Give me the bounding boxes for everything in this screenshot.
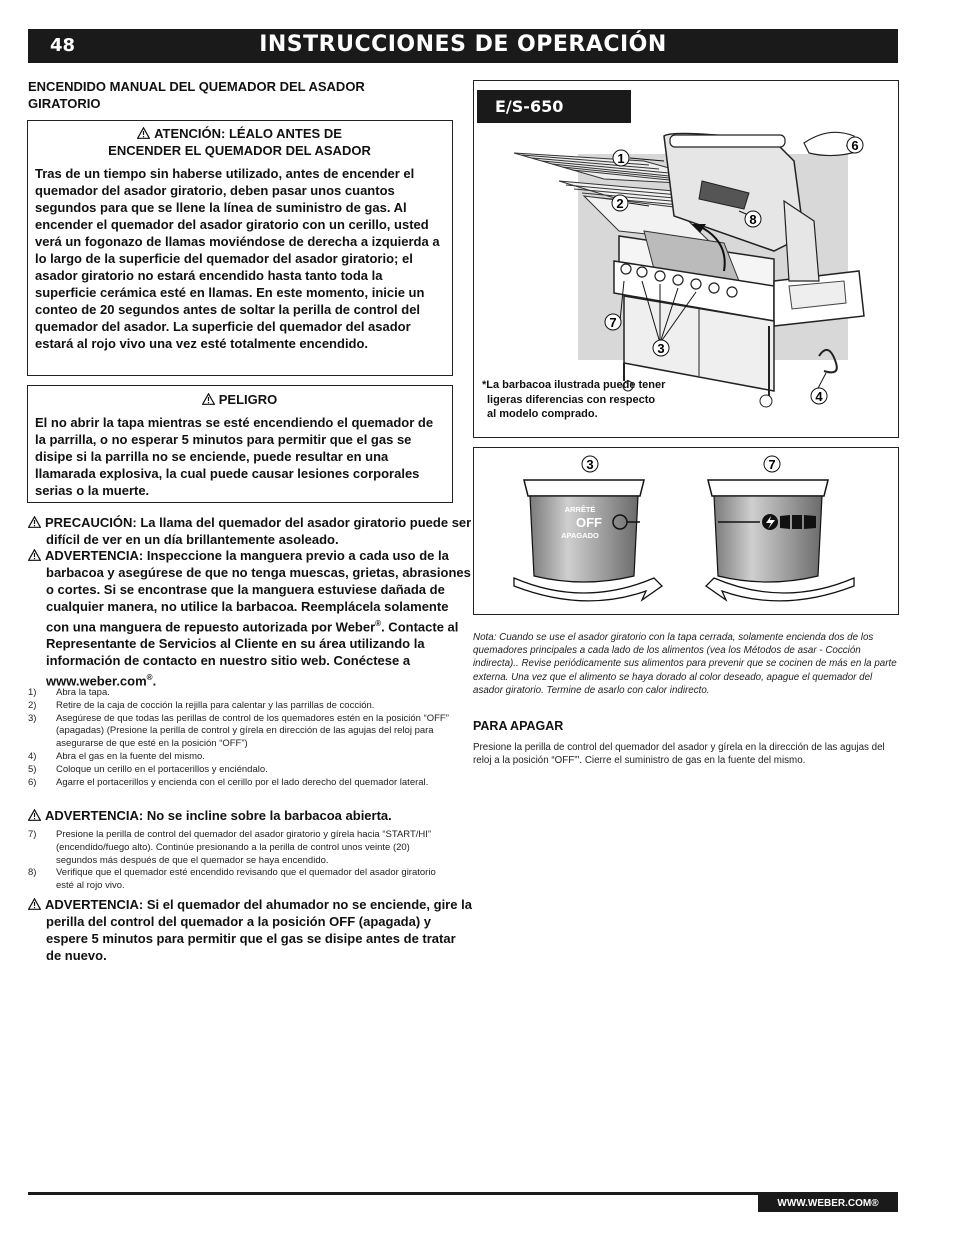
list-item: 4) Abra el gas en la fuente del mismo. [28,750,205,762]
steps-list-b [28,829,452,893]
warning-icon [28,516,41,528]
hose-warning: ADVERTENCIA: Inspeccione la manguera previo a cada uso de la barbacoa y asegúrese de que no tenga muescas, grietas, abrasiones o cortes. Si se encontrase que la manguera estuviese dañada de cualquier manera, no utilice la barbacoa. Reemplácela solamente con una manguera de repuesto autorizada por Weber®. Contacte al Representante de Servicios al Cliente en su área utilizando la información de contacto en nuestro sitio web. Conéctese a www.weber.com®. [28,547,472,690]
danger-title [35,391,444,408]
knob-callout-3: 3 [586,457,594,472]
caster-wheel [760,395,772,407]
page-number: 48 [50,35,76,56]
caution-note: PRECAUCIÓN: La llama del quemador del asador giratorio puede ser difícil de ver en un día brillantemente asoleado. [28,514,472,548]
steps-list-a [28,687,452,789]
list-item: 7) Presione la perilla de control del quemador del asador giratorio y gírela hacia “START/HI” (encendido/fuego alto). Continúe presionando a la perilla de control unos veinte (20) segundos más después de que el quemador se haya encendido. [28,829,432,866]
knob-callout-7: 7 [768,457,776,472]
attention-box [27,120,453,376]
lean-warning: ADVERTENCIA: No se incline sobre la barbacoa abierta. [28,807,472,824]
list-item: 6) Agarre el portacerillos y encienda con el cerillo por el lado derecho del quemador lateral. [28,776,429,788]
warning-icon [28,809,41,821]
lid-handle [670,135,785,147]
label-apagado: APAGADO [561,531,599,540]
label-off: OFF [576,515,602,530]
list-item: 1) Abra la tapa. [28,687,110,698]
danger-title-text: PELIGRO [218,392,278,407]
rotisserie-note: Nota: Cuando se use el asador giratorio con la tapa cerrada, solamente encienda dos de los quemadores principales a cada lado de los alimentos (vea los Métodos de asar - Cocción indirecta).. Revise periódicamente sus alimentos para prevenir que se cocinen de más en la parte externa. Una vez que el alimento se haya dorado al color deseado, apague el quemador del asador giratorio. Termine de asarlo con calor indirecto. [473,632,897,696]
attention-title [35,125,444,159]
knob-start [706,480,854,601]
callout-7: 7 [609,315,617,330]
attention-title-line2: ENCENDER EL QUEMADOR DEL ASADOR [108,143,371,158]
callout-8: 8 [749,212,757,227]
danger-body: El no abrir la tapa mientras se esté encendiendo el quemador de la parrilla, o no esperar 5 minutos para permitir que el gas se disipe si la parrilla no se enciende, puede resultar en una llamarada explosiva, la cual puede causar lesiones corporales serias o la muerte. [35,415,434,498]
footer-website: WWW.WEBER.COM® [758,1195,898,1212]
callout-4: 4 [815,389,823,404]
section-heading: ENCENDIDO MANUAL DEL QUEMADOR DEL ASADOR GIRATORIO [28,79,365,111]
knob-illustration [474,448,898,614]
attention-body: Tras de un tiempo sin haberse utilizado, antes de encender el quemador del asador giratorio, deben pasar unos cuantos segundos para que se llene la línea de suministro de gas. Al encender el quemador del asador giratorio con un cerillo, usted verá un fogonazo de llamas moviéndose de derecha a izquierda a lo largo de la superficie del quemador del asador giratorio; el asador giratorio no estará encendido hasta tanto toda la superficie cerámica esté en llamas. En este momento, inicie un conteo de 20 segundos antes de soltar la perilla de control del quemador del asador. La superficie del quemador del asador estará al rojo vivo una vez esté totalmente encendido. [35,166,440,351]
callout-6: 6 [851,138,859,153]
turn-off-heading: PARA APAGAR [473,719,564,733]
warning-icon [137,127,150,139]
list-item: 8) Verifique que el quemador esté encendido revisando que el quemador del asador giratorio esté al rojo vivo. [28,867,436,892]
label-arrete: ARRÊTÉ [564,505,596,514]
warning-icon [202,393,215,405]
callout-1: 1 [617,151,625,166]
attention-title-line1: ATENCIÓN: LÉALO ANTES DE [154,126,342,141]
danger-box [27,385,453,503]
callout-3: 3 [657,341,665,356]
knob-callouts [582,456,780,472]
callout-2: 2 [616,196,624,211]
model-label: E/S-650 [477,90,631,123]
warning-icon [28,549,41,561]
list-item: 2) Retire de la caja de cocción la rejilla para calentar y las parrillas de cocción. [28,699,375,711]
list-item: 5) Coloque un cerillo en el portacerillos y enciéndalo. [28,763,268,775]
smoker-warning: ADVERTENCIA: Si el quemador del ahumador no se enciende, gire la perilla del control del quemador a la posición OFF (apagada) y espere 5 minutos para permitir que el gas se disipe antes de tratar de nuevo. [28,896,472,964]
knob-off [514,480,662,601]
page-title: INSTRUCCIONES DE OPERACIÓN [259,32,667,57]
turn-off-text: Presione la perilla de control del quemador del asador y gírela en la dirección de las agujas del reloj a la posición “OFF”'. Cierre el suministro de gas en la fuente del mismo. [473,742,885,767]
warning-icon [28,898,41,910]
page-header [28,29,898,63]
grill-note: *La barbacoa ilustrada puede tener ligeras diferencias con respecto al modelo comprado. [482,379,666,420]
list-item: 3) Asegúrese de que todas las perillas de control de los quemadores estén en la posición “OFF” (apagadas) (Presione la perilla de control y gírela en dirección de las agujas del reloj para asegurarse de que esté en la posición “OFF”) [28,712,449,750]
